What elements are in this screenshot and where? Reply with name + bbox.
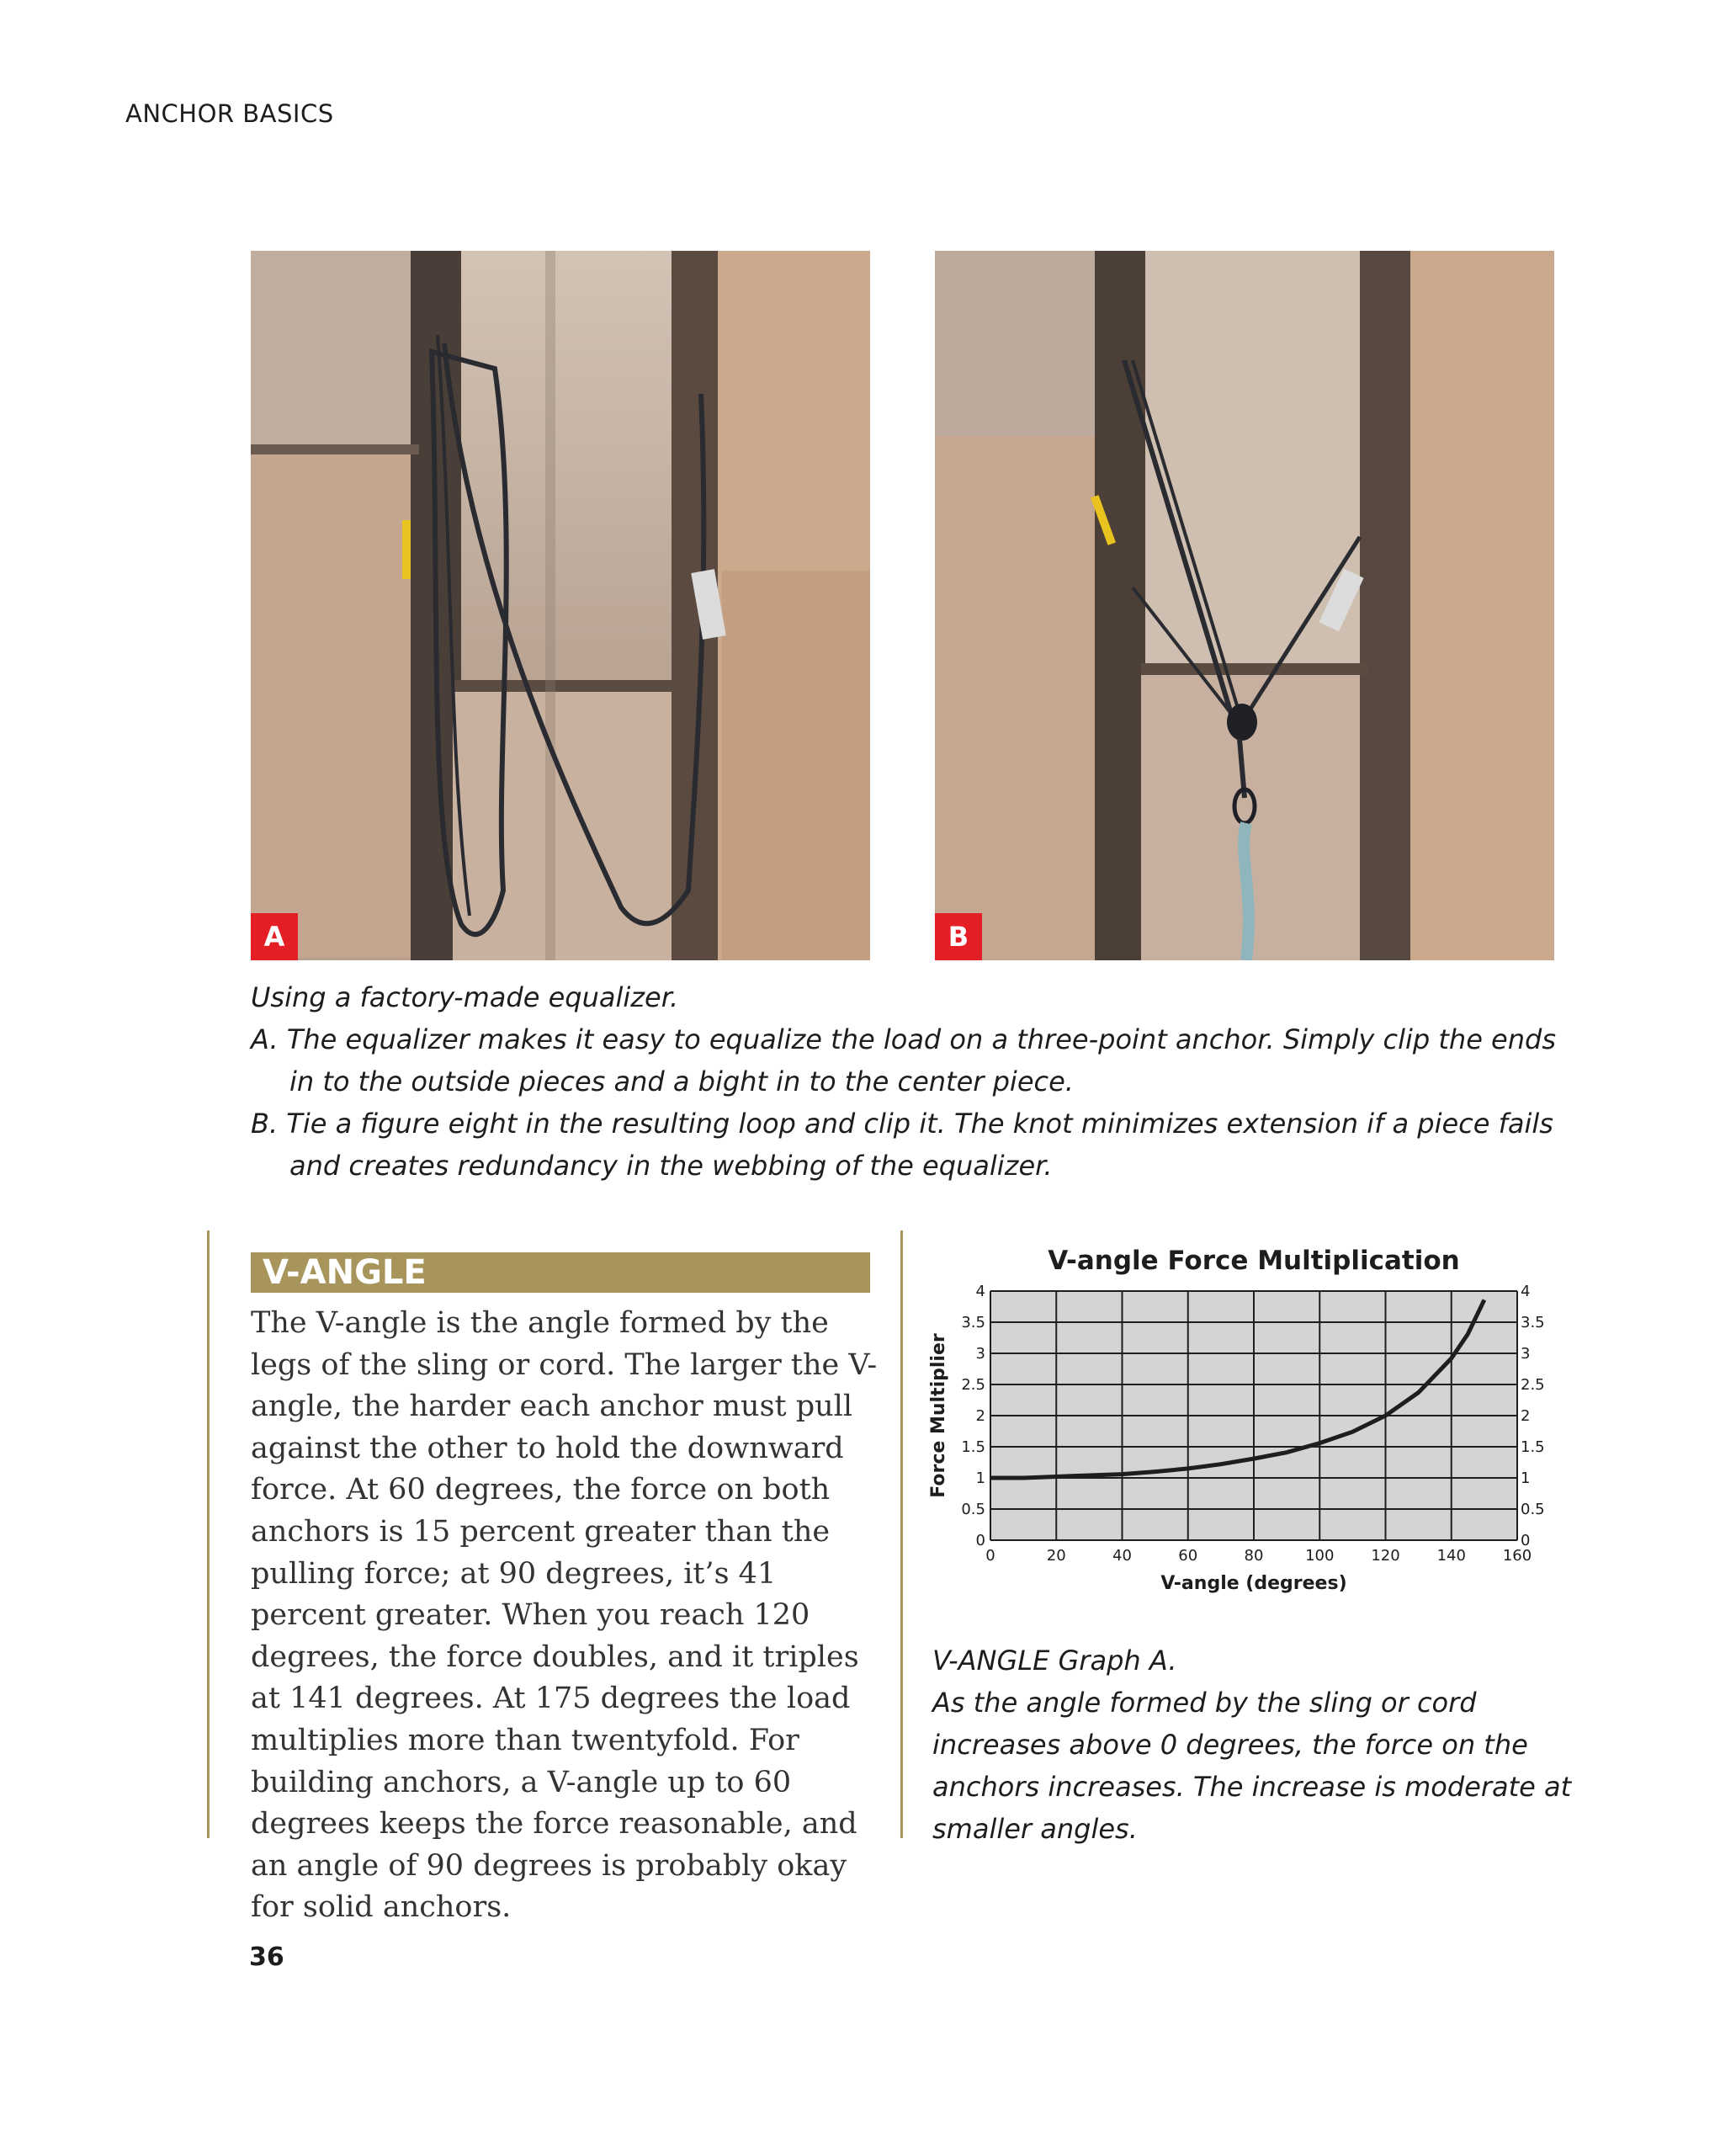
y-axis-label: Force Multiplier — [928, 1333, 949, 1498]
photo-equalizer-a — [251, 251, 870, 960]
x-tick-label: 140 — [1436, 1547, 1466, 1565]
running-head: ANCHOR BASICS — [125, 99, 334, 128]
y-tick-label-right: 2.5 — [1521, 1376, 1545, 1394]
y-tick-label-left: 1.5 — [961, 1438, 985, 1456]
sidebar-rule-left — [207, 1230, 210, 1838]
photo-caption — [251, 976, 1563, 1187]
x-axis-label: V-angle (degrees) — [1160, 1573, 1347, 1594]
caption-intro: Using a factory-made equalizer. — [251, 981, 679, 1013]
x-tick-label: 60 — [1178, 1547, 1198, 1565]
y-tick-label-right: 2 — [1521, 1407, 1531, 1425]
y-tick-label-left: 0 — [975, 1532, 985, 1549]
page-number: 36 — [249, 1942, 284, 1972]
graph-caption-body: As the angle formed by the sling or cord increases above 0 degrees, the force on the anchors increases. The increase is moderate at smaller angles. — [932, 1687, 1572, 1845]
y-tick-label-right: 3.5 — [1521, 1314, 1545, 1331]
sidebar-body: The V-angle is the angle formed by the legs of the sling or cord. The larger the V-angle, the harder each anchor must pull against the other to hold the downward force. At 60 degrees, the force on both anchors is 15 percent greater than the pulling force; at 90 degrees, it’s 41 percent greater. When you reach 120 degrees, the force doubles, and it triples at 141 degrees. At 175 degrees the load multiplies more than twentyfold. For building anchors, a V-angle up to 60 degrees keeps the force reasonable, and an angle of 90 degrees is probably okay for solid anchors. — [251, 1306, 878, 1925]
y-tick-label-left: 2.5 — [961, 1376, 985, 1394]
photo-label-b: B — [935, 913, 982, 960]
y-tick-label-right: 0 — [1521, 1532, 1531, 1549]
caption-item-b: B. Tie a figure eight in the resulting loop and clip it. The knot minimizes extension if a piece fails and creates redundancy in the webbing of the equalizer. — [251, 1108, 1553, 1182]
y-tick-label-left: 3 — [975, 1345, 985, 1363]
v-angle-chart — [926, 1244, 1582, 1614]
y-tick-label-right: 1 — [1521, 1469, 1531, 1487]
photo-label-a: A — [251, 913, 298, 960]
y-tick-label-left: 4 — [975, 1283, 985, 1300]
graph-caption-title: V-ANGLE Graph A. — [932, 1645, 1177, 1677]
y-tick-label-right: 0.5 — [1521, 1501, 1545, 1518]
y-tick-label-right: 4 — [1521, 1283, 1531, 1300]
y-tick-label-left: 1 — [975, 1469, 985, 1487]
sidebar-rule-middle — [900, 1230, 903, 1838]
x-tick-label: 40 — [1112, 1547, 1132, 1565]
chart-title: V-angle Force Multiplication — [1048, 1246, 1460, 1276]
graph-caption — [932, 1639, 1572, 1850]
x-tick-label: 100 — [1305, 1547, 1335, 1565]
sidebar-title: V-ANGLE — [251, 1252, 870, 1293]
y-tick-label-left: 2 — [975, 1407, 985, 1425]
caption-item-a: A. The equalizer makes it easy to equalize the load on a three-point anchor. Simply clip the ends in to the outside pieces and a bight in to the center piece. — [251, 1023, 1556, 1097]
photo-equalizer-b — [935, 251, 1554, 960]
x-tick-label: 0 — [985, 1547, 995, 1565]
x-tick-label: 80 — [1244, 1547, 1264, 1565]
y-tick-label-right: 1.5 — [1521, 1438, 1545, 1456]
y-tick-label-right: 3 — [1521, 1345, 1531, 1363]
x-tick-label: 160 — [1502, 1547, 1532, 1565]
y-tick-label-left: 3.5 — [961, 1314, 985, 1331]
y-tick-label-left: 0.5 — [961, 1501, 985, 1518]
rock-photo-a — [251, 251, 870, 960]
x-tick-label: 20 — [1046, 1547, 1066, 1565]
rock-photo-b — [935, 251, 1554, 960]
x-tick-label: 120 — [1371, 1547, 1400, 1565]
